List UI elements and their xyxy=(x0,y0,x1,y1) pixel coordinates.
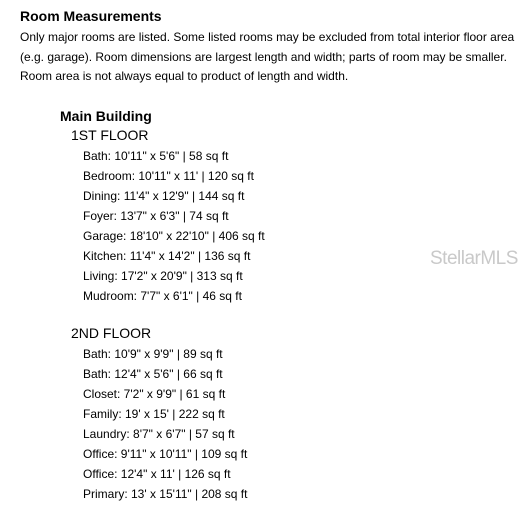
room-item: Family: 19' x 15' | 222 sq ft xyxy=(83,407,225,421)
room-list-2nd-floor xyxy=(83,344,247,504)
room-list-1st-floor xyxy=(83,146,265,306)
room-item: Dining: 11'4" x 12'9" | 144 sq ft xyxy=(83,189,245,203)
room-item: Kitchen: 11'4" x 14'2" | 136 sq ft xyxy=(83,249,251,263)
room-item: Bedroom: 10'11" x 11' | 120 sq ft xyxy=(83,169,254,183)
room-item: Office: 12'4" x 11' | 126 sq ft xyxy=(83,467,231,481)
room-item: Closet: 7'2" x 9'9" | 61 sq ft xyxy=(83,387,226,401)
floor-heading-1st: 1ST FLOOR xyxy=(71,127,149,143)
room-item: Bath: 12'4" x 5'6" | 66 sq ft xyxy=(83,367,223,381)
room-item: Bath: 10'11" x 5'6" | 58 sq ft xyxy=(83,149,229,163)
room-item: Office: 9'11" x 10'11" | 109 sq ft xyxy=(83,447,248,461)
room-item: Foyer: 13'7" x 6'3" | 74 sq ft xyxy=(83,209,229,223)
room-item: Bath: 10'9" x 9'9" | 89 sq ft xyxy=(83,347,223,361)
room-item: Mudroom: 7'7" x 6'1" | 46 sq ft xyxy=(83,289,242,303)
room-item: Living: 17'2" x 20'9" | 313 sq ft xyxy=(83,269,243,283)
intro-text: Only major rooms are listed. Some listed rooms may be excluded from total interior floor area (e.g. garage). Room dimensions are largest length and width; parts of room may be smaller. Room area is not always equal to product of length and width. xyxy=(20,30,515,84)
room-item: Laundry: 8'7" x 6'7" | 57 sq ft xyxy=(83,427,235,441)
floor-heading-2nd: 2ND FLOOR xyxy=(71,325,152,341)
room-item: Primary: 13' x 15'11" | 208 sq ft xyxy=(83,487,248,501)
stellarmls-watermark: StellarMLS xyxy=(430,248,518,269)
section-title: Room Measurements xyxy=(20,8,162,24)
building-heading: Main Building xyxy=(60,108,152,124)
room-item: Garage: 18'10" x 22'10" | 406 sq ft xyxy=(83,229,265,243)
